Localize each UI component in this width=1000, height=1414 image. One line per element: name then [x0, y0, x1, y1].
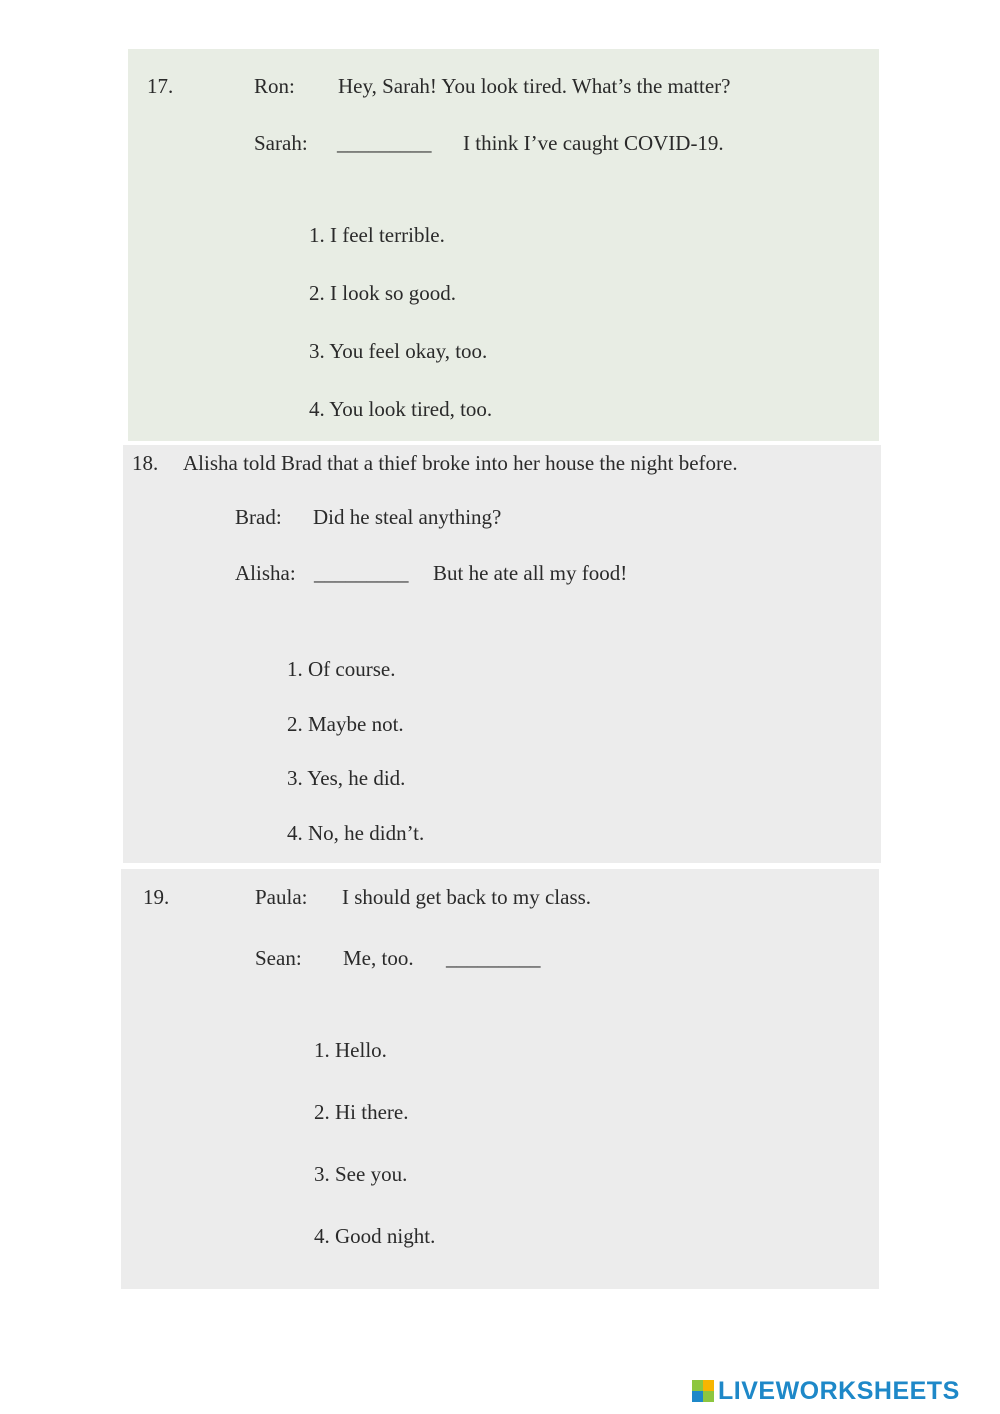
- answer-blank: _________: [337, 131, 432, 155]
- question-18-panel: [123, 445, 881, 863]
- dialogue-text: I should get back to my class.: [342, 885, 592, 909]
- option-1[interactable]: 1. I feel terrible.: [309, 223, 445, 247]
- speaker-label: Brad:: [235, 505, 282, 529]
- liveworksheets-logo-icon: [692, 1380, 714, 1402]
- question-19-panel: [121, 869, 879, 1289]
- question-number: 18.: [132, 451, 159, 475]
- liveworksheets-logo[interactable]: [692, 1377, 960, 1405]
- option-3[interactable]: 3. See you.: [314, 1162, 408, 1186]
- option-2[interactable]: 2. I look so good.: [309, 281, 456, 305]
- speaker-label: Alisha:: [235, 561, 296, 585]
- option-1[interactable]: 1. Of course.: [287, 657, 396, 681]
- speaker-label: Ron:: [254, 74, 295, 98]
- question-intro: Alisha told Brad that a thief broke into her house the night before.: [183, 451, 738, 475]
- dialogue-text: Did he steal anything?: [313, 505, 502, 529]
- option-3[interactable]: 3. Yes, he did.: [287, 766, 406, 790]
- logo-text: LIVEWORKSHEETS: [718, 1376, 960, 1405]
- option-4[interactable]: 4. No, he didn’t.: [287, 821, 425, 845]
- speaker-label: Sean:: [255, 946, 302, 970]
- dialogue-text: Me, too.: [343, 946, 414, 970]
- option-1[interactable]: 1. Hello.: [314, 1038, 387, 1062]
- dialogue-text: But he ate all my food!: [433, 561, 628, 585]
- option-2[interactable]: 2. Hi there.: [314, 1100, 409, 1124]
- speaker-label: Sarah:: [254, 131, 308, 155]
- option-4[interactable]: 4. You look tired, too.: [309, 397, 493, 421]
- option-2[interactable]: 2. Maybe not.: [287, 712, 404, 736]
- dialogue-text: I think I’ve caught COVID-19.: [463, 131, 724, 155]
- dialogue-text: Hey, Sarah! You look tired. What’s the matter?: [338, 74, 731, 98]
- question-17-panel: [128, 49, 879, 441]
- option-4[interactable]: 4. Good night.: [314, 1224, 436, 1248]
- answer-blank: _________: [446, 946, 541, 970]
- question-number: 19.: [143, 885, 170, 909]
- option-3[interactable]: 3. You feel okay, too.: [309, 339, 488, 363]
- speaker-label: Paula:: [255, 885, 308, 909]
- question-number: 17.: [147, 74, 174, 98]
- answer-blank: _________: [314, 561, 409, 585]
